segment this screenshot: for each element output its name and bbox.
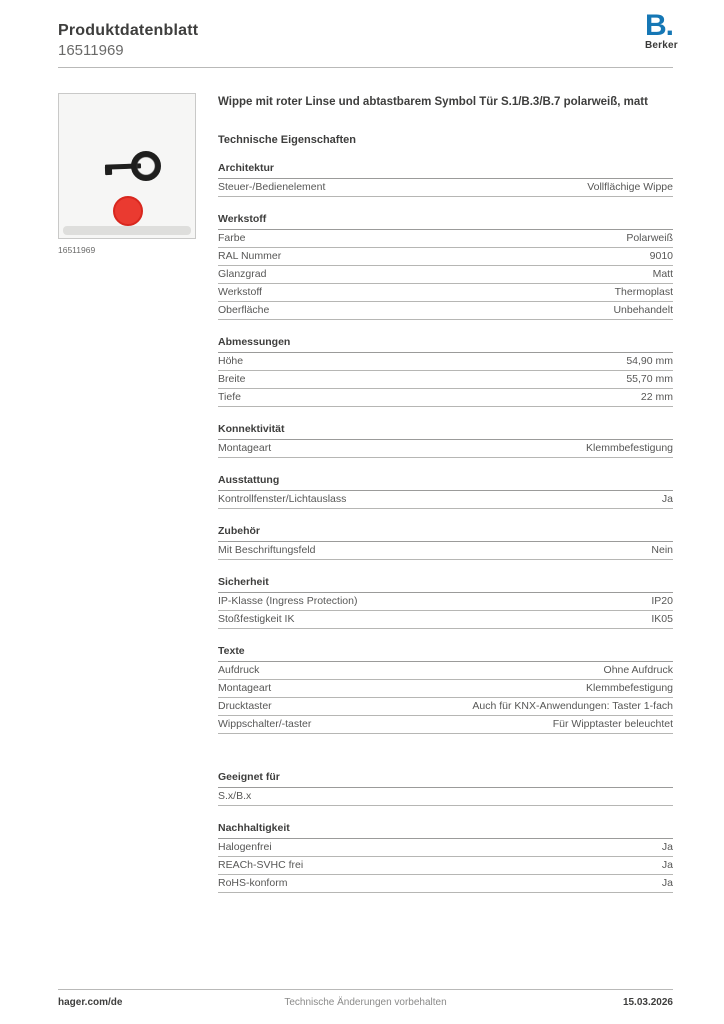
spec-value: Ja [661, 858, 673, 871]
spec-row [218, 302, 673, 320]
spec-value: 54,90 mm [626, 354, 673, 367]
spec-row [218, 875, 673, 893]
spec-row [218, 389, 673, 407]
spec-label: Oberfläche [218, 303, 270, 316]
spec-value: Klemmbefestigung [586, 441, 673, 454]
spec-row [218, 716, 673, 734]
spec-row [218, 593, 673, 611]
spec-label: Höhe [218, 354, 244, 367]
spec-section [218, 421, 673, 458]
spec-section [218, 334, 673, 407]
spec-row [218, 179, 673, 197]
berker-logo [645, 9, 695, 51]
footer-date: 15.03.2026 [622, 997, 673, 1008]
spec-value: Vollflächige Wippe [587, 180, 673, 193]
tech-properties-heading: Technische Eigenschaften [218, 133, 356, 146]
spec-value: Ohne Aufdruck [603, 663, 673, 676]
berker-logo-name: Berker [645, 40, 678, 51]
spec-label: IP-Klasse (Ingress Protection) [218, 594, 358, 607]
document-header [58, 22, 198, 59]
spec-label: Tiefe [218, 390, 241, 403]
spec-section [218, 643, 673, 734]
spec-label: RoHS-konform [218, 876, 288, 889]
spec-row [218, 788, 673, 806]
spec-label: Kontrollfenster/Lichtauslass [218, 492, 347, 505]
footer-note: Technische Änderungen vorbehalten [284, 997, 447, 1008]
article-number: 16511969 [58, 42, 124, 59]
spec-label: Breite [218, 372, 246, 385]
section-title: Konnektivität [218, 421, 673, 440]
spec-label: Drucktaster [218, 699, 272, 712]
spec-label: Mit Beschriftungsfeld [218, 543, 316, 556]
spec-value: Polarweiß [626, 231, 673, 244]
image-caption: 16511969 [58, 245, 96, 255]
document-title: Produktdatenblatt [58, 22, 199, 39]
spec-row [218, 611, 673, 629]
spec-sections [218, 160, 673, 893]
spec-label: S.x/B.x [218, 789, 252, 802]
spec-content [218, 95, 673, 893]
berker-logo-mark: B. [645, 9, 673, 42]
section-title: Sicherheit [218, 574, 673, 593]
section-title: Werkstoff [218, 211, 673, 230]
section-title: Abmessungen [218, 334, 673, 353]
spec-label: Wippschalter/-taster [218, 717, 312, 730]
document-footer [58, 997, 673, 1008]
spec-row [218, 371, 673, 389]
spec-row [218, 680, 673, 698]
spec-row [218, 353, 673, 371]
spec-row [218, 857, 673, 875]
spec-section [218, 211, 673, 320]
spec-row [218, 542, 673, 560]
section-title: Texte [218, 643, 673, 662]
footer-website-link[interactable]: hager.com/de [58, 997, 123, 1008]
spec-row [218, 491, 673, 509]
spec-value: Unbehandelt [613, 303, 673, 316]
spec-label: Werkstoff [218, 285, 262, 298]
spec-value: Auch für KNX-Anwendungen: Taster 1-fach [472, 699, 673, 712]
section-title: Architektur [218, 160, 673, 179]
spec-value: Klemmbefestigung [586, 681, 673, 694]
spec-label: REACh-SVHC frei [218, 858, 304, 871]
spec-value: Matt [652, 267, 673, 280]
spec-row [218, 230, 673, 248]
spec-value: Ja [661, 840, 673, 853]
product-image [58, 93, 196, 239]
section-title: Geeignet für [218, 769, 673, 788]
spec-value: 22 mm [640, 390, 673, 403]
spec-section [218, 160, 673, 197]
spec-label: Farbe [218, 231, 246, 244]
rocker-bottom-edge [63, 226, 191, 235]
spec-row [218, 440, 673, 458]
section-title: Ausstattung [218, 472, 673, 491]
spec-section [218, 472, 673, 509]
spec-value: Ja [661, 876, 673, 889]
header-divider [58, 67, 673, 68]
spec-label: Montageart [218, 681, 272, 694]
spec-section [218, 523, 673, 560]
spec-value: 55,70 mm [626, 372, 673, 385]
spec-section [218, 820, 673, 893]
footer-divider [58, 989, 673, 990]
section-title: Nachhaltigkeit [218, 820, 673, 839]
spec-row [218, 662, 673, 680]
spec-value: Nein [651, 543, 673, 556]
section-title: Zubehör [218, 523, 673, 542]
spec-label: Steuer-/Bedienelement [218, 180, 326, 193]
spec-label: Glanzgrad [218, 267, 267, 280]
spec-section [218, 574, 673, 629]
key-icon [59, 94, 195, 238]
product-title: Wippe mit roter Linse und abtastbarem Symbol Tür S.1/B.3/B.7 polarweiß, matt [218, 96, 648, 108]
spec-value: 9010 [649, 249, 673, 262]
spec-value: Für Wipptaster beleuchtet [552, 717, 673, 730]
spec-label: Stoßfestigkeit IK [218, 612, 295, 625]
spec-label: Aufdruck [218, 663, 260, 676]
spec-row [218, 248, 673, 266]
red-lens-circle [114, 197, 142, 225]
spec-row [218, 839, 673, 857]
spec-label: RAL Nummer [218, 249, 282, 262]
spec-row [218, 266, 673, 284]
spec-section [218, 769, 673, 806]
spec-row [218, 284, 673, 302]
spec-label: Montageart [218, 441, 272, 454]
spec-row [218, 698, 673, 716]
spec-value: IK05 [651, 612, 673, 625]
spec-value: Thermoplast [614, 285, 673, 298]
spec-value: IP20 [651, 594, 673, 607]
spec-value: Ja [661, 492, 673, 505]
spec-label: Halogenfrei [218, 840, 272, 853]
